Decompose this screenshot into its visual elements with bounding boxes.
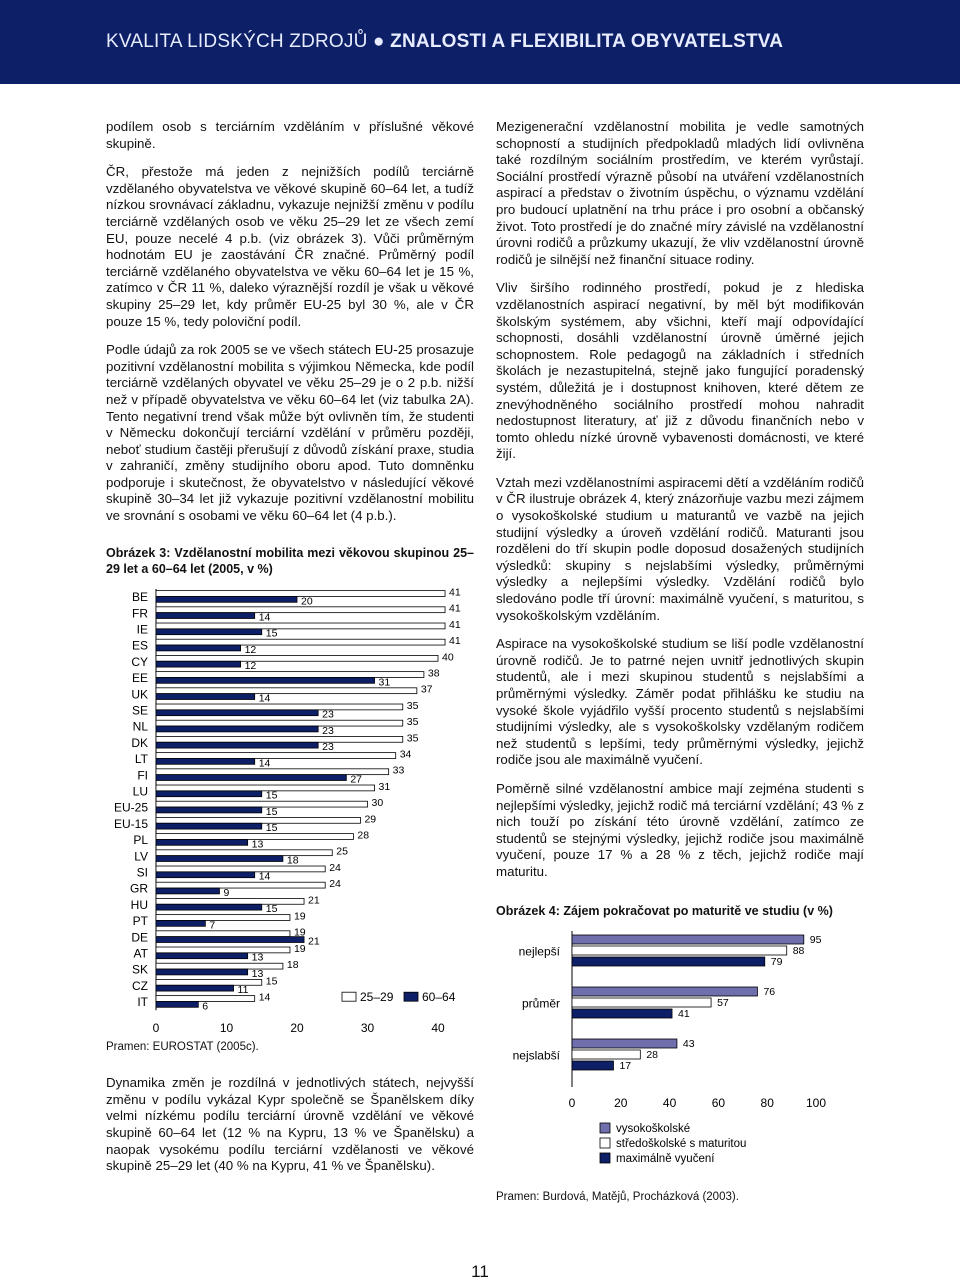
fig4-data-label: 57 (717, 996, 729, 1009)
fig3-bar-25-29 (156, 817, 360, 823)
fig3-data-label-60-64: 11 (237, 983, 249, 996)
fig3-bar-25-29 (156, 898, 304, 904)
fig3-data-label-60-64: 9 (223, 886, 230, 899)
fig4-bar (572, 957, 765, 966)
fig3-bar-60-64 (156, 807, 262, 813)
fig4-data-label: 76 (763, 985, 776, 998)
fig3-category-label: SI (136, 865, 148, 880)
fig3-data-label-25-29: 35 (406, 715, 419, 728)
fig4-bar (572, 935, 804, 944)
left-paragraph-2: ČR, přestože má jeden z nejnižších podílů terciárně vzdělaného obyvatelstva ve věkové skupině 60–64 let, a tudíž nízkou srovnávací základnu, vykazuje nejnižší změnu v podílu terciárně vzdělaných osob ve věku 25–29 let ze všech zemí EU, pouze necelé 4 p.b. (viz obrázek 3). Vůči průměrným hodnotám EU je zaostávání ČR značné. Průměrný podíl terciárně vzdělaného obyvatelstva ve věku 60–64 let je 15 %, zatímco v ČR 11 %, daleko výraznější rozdíl je však u věkové skupiny 25–29 let, kdy průměr EU-25 byl 30 %, ale v ČR pouze 15 %, tedy poloviční podíl. (106, 164, 474, 329)
figure-4-source: Pramen: Burdová, Matějů, Procházková (2003). (496, 1190, 739, 1203)
fig3-category-label: FR (132, 605, 148, 620)
fig4-bar (572, 1050, 640, 1059)
fig3-data-label-25-29: 15 (265, 974, 278, 987)
fig3-bar-25-29 (156, 947, 290, 953)
fig3-data-label-60-64: 13 (251, 951, 264, 964)
fig3-x-tick-label: 20 (290, 1020, 304, 1035)
fig3-bar-60-64 (156, 953, 248, 959)
fig3-data-label-25-29: 25 (336, 845, 348, 858)
fig3-x-tick-label: 0 (152, 1020, 160, 1035)
fig3-data-label-60-64: 23 (322, 740, 334, 753)
fig3-category-label: BE (131, 589, 148, 604)
fig4-category-label: nejlepší (518, 944, 560, 959)
fig3-data-label-60-64: 15 (265, 627, 278, 640)
fig3-category-label: SK (131, 962, 148, 977)
fig3-legend-label-25-29: 25–29 (360, 989, 394, 1004)
fig3-bar-60-64 (156, 855, 283, 861)
fig3-bar-60-64 (156, 823, 262, 829)
fig3-data-label-60-64: 21 (308, 935, 320, 948)
page-header (0, 0, 960, 84)
fig3-category-label: LV (134, 848, 148, 863)
fig4-legend-label: středoškolské s maturitou (616, 1137, 747, 1150)
fig3-bar-60-64 (156, 904, 262, 910)
fig3-category-label: DE (131, 929, 148, 944)
fig3-data-label-60-64: 12 (244, 643, 257, 656)
left-paragraph-1: podílem osob s terciárním vzděláním v příslušné věkové skupině. (106, 119, 474, 151)
fig3-data-label-60-64: 15 (265, 902, 278, 915)
fig3-data-label-60-64: 15 (265, 789, 278, 802)
fig3-bar-60-64 (156, 969, 248, 975)
fig4-legend-label: vysokoškolské (616, 1122, 691, 1135)
right-paragraph-5: Poměrně silné vzdělanostní ambice mají zejména studenti s nejlepšími výsledky, jejichž rodič má terciární vzdělání; 43 % z nich touží po získání této úrovně vzdělání, zatímco ze studentů se stejnými výsledky, jejichž rodiče jsou maximálně vyučení, pouze 17 % a 28 % z těch, jejichž rodiče mají maturitu. (496, 780, 864, 879)
fig3-data-label-60-64: 15 (265, 805, 278, 818)
header-part2: ZNALOSTI A FLEXIBILITA OBYVATELSTVA (390, 31, 784, 52)
fig4-x-tick-label: 20 (614, 1095, 628, 1110)
fig4-legend-swatch (600, 1138, 610, 1148)
figure-3-caption: Obrázek 3: Vzdělanostní mobilita mezi věkovou skupinou 25–29 let a 60–64 let (2005, v %) (106, 545, 474, 576)
left-paragraph-4: Dynamika změn je rozdílná v jednotlivých státech, nejvyšší změnu v podílu vykázal Kypr společně se Španělskem díky velmi nízkému podílu terciární úrovně vzdělání ve věkové skupině 60–64 let (12 % na Kypru, 13 % ve Španělsku) a naopak vysokému podílu terciární vzdělanosti ve věkové skupině 25–29 let (40 % na Kypru, 41 % ve Španělsku). (106, 1075, 474, 1174)
fig3-x-tick-label: 40 (431, 1020, 445, 1035)
header-title (106, 31, 783, 53)
fig3-bar-25-29 (156, 866, 325, 872)
fig3-data-label-60-64: 27 (350, 773, 363, 786)
fig3-category-label: NL (132, 719, 148, 734)
fig4-x-tick-label: 80 (760, 1095, 774, 1110)
fig3-bar-25-29 (156, 801, 368, 807)
fig4-bar (572, 998, 711, 1007)
fig3-bar-60-64 (156, 612, 255, 618)
fig3-category-label: IT (137, 994, 148, 1009)
fig4-data-label: 17 (619, 1059, 632, 1072)
fig3-bar-60-64 (156, 726, 318, 732)
right-paragraph-4: Aspirace na vysokoškolské studium se liší podle vzdělanostní úrovně rodičů. Je to patrné nejen uvnitř jednotlivých skupin studentů, ale i mezi skupinou studentů s nejslabšími a průměrnými výsledky. Záměr podat přihlášku ke studiu na vysoké škole vyjádřilo vyšší procento studentů s nejslabšími studijními výsledky, ale s vysokoškolsky vzdělaným rodičem než studentů s lepšími, tedy průměrnými výsledky, jejichž rodiče jsou ale maximálně vyučení. (496, 636, 864, 768)
fig3-bar-60-64 (156, 758, 255, 764)
fig3-data-label-60-64: 14 (258, 692, 271, 705)
fig3-data-label-60-64: 14 (258, 756, 271, 769)
fig3-bar-25-29 (156, 687, 417, 693)
fig3-category-label: HU (130, 897, 148, 912)
fig3-bar-60-64 (156, 839, 248, 845)
fig3-category-label: GR (130, 881, 148, 896)
fig3-bar-60-64 (156, 645, 241, 651)
fig4-x-tick-label: 60 (711, 1095, 726, 1110)
fig3-data-label-60-64: 23 (322, 724, 334, 737)
left-column (106, 119, 474, 1187)
fig3-bar-25-29 (156, 930, 290, 936)
fig3-data-label-25-29: 19 (293, 942, 306, 955)
fig4-bar (572, 987, 757, 996)
fig3-data-label-25-29: 40 (442, 650, 454, 663)
fig3-data-label-25-29: 33 (392, 764, 405, 777)
fig3-data-label-60-64: 15 (265, 821, 278, 834)
fig3-data-label-25-29: 29 (364, 812, 377, 825)
fig3-x-tick-label: 30 (360, 1020, 375, 1035)
fig3-bar-60-64 (156, 677, 375, 683)
fig3-category-label: EU-15 (113, 816, 148, 831)
header-part1: KVALITA LIDSKÝCH ZDROJŮ (106, 31, 368, 52)
fig4-data-label: 79 (770, 955, 783, 968)
fig3-data-label-25-29: 19 (293, 926, 306, 939)
fig3-data-label-60-64: 18 (286, 854, 299, 867)
right-paragraph-3: Vztah mezi vzdělanostními aspiracemi dětí a vzděláním rodičů v ČR ilustruje obrázek 4, který znázorňuje vazbu mezi zájmem o vysokoškolské studium u maturantů ve vazbě na jejich studijní výsledky a úroveň vzdělání rodičů. Maturanti jsou rozděleni do tří skupin podle doposud dosažených studijních výsledků: skupiny s nejslabšími výsledky, průměrnými výsledky a nejlepšími výsledky. Vzdělání rodičů bylo sledováno podle tří úrovní: maximálně vyučení, s maturitou, s vysokoškolským vzděláním. (496, 474, 864, 623)
fig3-bar-60-64 (156, 985, 234, 991)
fig4-x-tick-label: 40 (662, 1095, 677, 1110)
fig3-bar-25-29 (156, 623, 445, 629)
fig3-data-label-25-29: 14 (258, 991, 271, 1004)
fig3-category-label: AT (133, 946, 148, 961)
fig3-bar-60-64 (156, 936, 304, 942)
fig4-data-label: 88 (792, 944, 805, 957)
fig4-category-label: nejslabší (512, 1048, 560, 1063)
right-paragraph-1: Mezigenerační vzdělanostní mobilita je vedle samotných schopností a studijních předpokladů mladých lidí ovlivněna také rozdílným sociálním prostředím, ve kterém vyrůstají. Sociální prostředí výrazně působí na utváření vzdělanostních aspirací a představ o životním úspěchu, o významu vzdělání pro budoucí uplatnění na trhu práce i pro osobní a občanský život. Toto prostředí je do značné míry závislé na vzdělanostní úrovni rodičů a průzkumy ukazují, že vliv vzdělanostní úrovně rodičů je silnější než finanční situace rodiny. (496, 119, 864, 267)
fig3-category-label: CZ (132, 978, 148, 993)
figure-3-source: Pramen: EUROSTAT (2005c). (106, 1040, 259, 1053)
fig3-data-label-25-29: 24 (329, 877, 341, 890)
header-bullet: ● (373, 31, 385, 52)
fig3-data-label-60-64: 7 (209, 918, 216, 931)
fig3-bar-25-29 (156, 720, 403, 726)
fig3-category-label: LT (134, 751, 148, 766)
fig3-data-label-60-64: 14 (258, 611, 271, 624)
fig3-data-label-60-64: 12 (244, 659, 257, 672)
fig3-data-label-25-29: 41 (449, 586, 461, 599)
fig3-data-label-25-29: 19 (293, 910, 306, 923)
fig3-bar-25-29 (156, 655, 438, 661)
fig4-category-label: průměr (521, 996, 560, 1011)
fig4-legend-swatch (600, 1153, 610, 1163)
fig4-data-label: 95 (809, 933, 822, 946)
fig3-bar-60-64 (156, 661, 241, 667)
fig3-data-label-25-29: 24 (329, 861, 341, 874)
fig3-bar-60-64 (156, 920, 205, 926)
fig3-category-label: PT (132, 913, 148, 928)
fig3-bar-60-64 (156, 742, 318, 748)
fig4-data-label: 43 (682, 1037, 695, 1050)
fig3-bar-60-64 (156, 693, 255, 699)
fig4-bar (572, 946, 787, 955)
fig3-category-label: SE (131, 703, 148, 718)
fig3-bar-25-29 (156, 639, 445, 645)
fig3-data-label-25-29: 21 (308, 893, 320, 906)
fig4-bar (572, 1061, 613, 1070)
fig3-data-label-60-64: 13 (251, 967, 264, 980)
fig3-data-label-25-29: 38 (427, 667, 440, 680)
fig3-x-tick-label: 10 (219, 1020, 234, 1035)
fig3-data-label-60-64: 31 (378, 675, 391, 688)
figure-3-chart (106, 587, 474, 1037)
fig3-category-label: EU-25 (113, 800, 148, 815)
figure-4-caption: Obrázek 4: Zájem pokračovat po maturitě ve studiu (v %) (496, 903, 833, 918)
fig3-data-label-25-29: 41 (449, 634, 461, 647)
fig3-data-label-25-29: 34 (399, 748, 412, 761)
fig3-data-label-25-29: 28 (357, 829, 370, 842)
fig3-bar-25-29 (156, 752, 396, 758)
fig3-bar-60-64 (156, 629, 262, 635)
fig3-legend-swatch-60-64 (404, 992, 418, 1001)
fig3-data-label-25-29: 37 (420, 683, 433, 696)
fig4-legend-swatch (600, 1123, 610, 1133)
right-column (496, 119, 864, 1205)
fig3-bar-60-64 (156, 710, 318, 716)
fig3-bar-25-29 (156, 736, 403, 742)
fig3-bar-60-64 (156, 1001, 198, 1007)
fig3-data-label-25-29: 41 (449, 602, 461, 615)
fig3-data-label-60-64: 20 (301, 594, 313, 607)
fig3-bar-25-29 (156, 606, 445, 612)
fig3-data-label-60-64: 13 (251, 837, 264, 850)
fig3-bar-60-64 (156, 791, 262, 797)
fig3-data-label-60-64: 14 (258, 870, 271, 883)
fig3-data-label-60-64: 23 (322, 708, 334, 721)
fig4-data-label: 41 (678, 1007, 690, 1020)
fig3-data-label-25-29: 30 (371, 796, 384, 809)
fig3-bar-25-29 (156, 914, 290, 920)
fig3-bar-25-29 (156, 849, 332, 855)
figure-4-chart (496, 927, 864, 1187)
fig4-x-tick-label: 100 (805, 1095, 827, 1110)
page-number: 11 (471, 1262, 489, 1281)
fig3-bar-60-64 (156, 888, 219, 894)
fig3-category-label: FI (137, 767, 148, 782)
fig3-bar-60-64 (156, 774, 346, 780)
fig4-legend-label: maximálně vyučení (616, 1152, 715, 1165)
fig3-bar-60-64 (156, 872, 255, 878)
fig3-data-label-25-29: 41 (449, 618, 461, 631)
fig3-bar-25-29 (156, 882, 325, 888)
fig3-bar-25-29 (156, 704, 403, 710)
fig3-category-label: DK (131, 735, 148, 750)
fig3-category-label: UK (131, 686, 148, 701)
fig3-legend-swatch-25-29 (342, 992, 356, 1001)
fig3-data-label-25-29: 35 (406, 731, 419, 744)
fig4-data-label: 28 (646, 1048, 659, 1061)
fig3-category-label: ES (131, 638, 148, 653)
fig3-category-label: IE (136, 622, 148, 637)
fig4-bar (572, 1039, 677, 1048)
fig3-category-label: PL (133, 832, 148, 847)
fig3-bar-60-64 (156, 596, 297, 602)
fig4-x-tick-label: 0 (568, 1095, 576, 1110)
fig3-data-label-25-29: 31 (378, 780, 391, 793)
fig3-category-label: LU (132, 784, 148, 799)
fig3-legend-label-60-64: 60–64 (422, 989, 456, 1004)
fig3-category-label: CY (131, 654, 148, 669)
fig3-bar-25-29 (156, 963, 283, 969)
fig3-data-label-25-29: 35 (406, 699, 419, 712)
fig4-bar (572, 1009, 672, 1018)
right-paragraph-2: Vliv širšího rodinného prostředí, pokud je z hlediska vzdělanostních aspirací negativní, by měl být modifikován školským systémem, aby všichni, kteří mají odpovídající schopnosti, dosáhli vzdělanostní úrovně úměrné jejich schopnostem. Role pedagogů na základních i středních školách je nezastupitelná, stejně jako fungující poradenský systém, důležitá je i dostupnost knihoven, které dětem ze znevýhodněného sociálního prostředí mohou nahradit nedostupnost literatury, ať již z důvodu finančních nebo v tomto ohledu nízké úrovně vybavenosti domácnosti, ve které žijí. (496, 280, 864, 462)
fig3-data-label-60-64: 6 (202, 999, 209, 1012)
fig3-data-label-25-29: 18 (286, 958, 299, 971)
left-paragraph-3: Podle údajů za rok 2005 se ve všech státech EU-25 prosazuje pozitivní vzdělanostní mobilita s výjimkou Německa, kde podíl terciárně vzdělaných obyvatel ve věku 25–29 je o 2 p.b. nižší než v případě obyvatelstva ve věku 60–64 let (viz tabulka 2A). Tento negativní trend však může být ovlivněn tím, že studenti v Německu dokončují terciární vzdělání v průměru později, neboť studium častěji přerušují z důvodů získání praxe, studia v zahraničí, změny studijního oboru apod. Tuto domněnku podporuje i skutečnost, že obyvatelstvo v následující věkové skupině 30–34 let již vykazuje pozitivní vzdělanostní mobilitu ve srovnání s osobami ve věku 60–64 let (4 p.b.). (106, 342, 474, 524)
fig3-category-label: EE (131, 670, 148, 685)
